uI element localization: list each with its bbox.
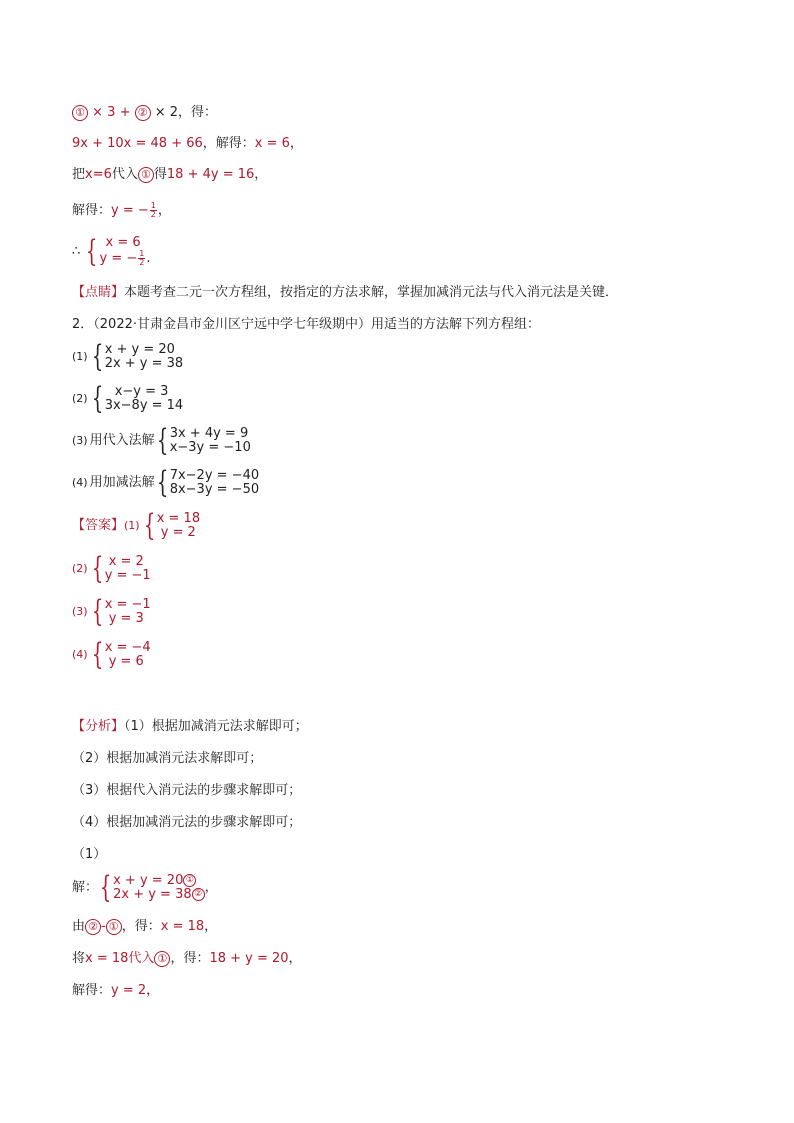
analysis-solve-prefix: 解： — [72, 880, 99, 895]
answer-label: (3) — [72, 605, 88, 618]
analysis-text: （4）根据加减消元法的步骤求解即可； — [72, 815, 302, 830]
answer-item-3 — [72, 594, 151, 629]
problem-text: 用适当的方法解下列方程组： — [371, 317, 541, 332]
analysis-sub-eq: 18 + y = 20 — [209, 951, 289, 966]
problem-source: （2022·甘肃金昌市金川区宁远中学七年级期中） — [93, 317, 371, 332]
equation-1: 3x + 4y = 9 — [169, 426, 249, 441]
analysis-text: （1） — [72, 847, 107, 862]
analysis-sub-end: ， — [288, 951, 302, 966]
circled-one: ① — [72, 105, 88, 121]
problem-item-label: (1) — [72, 350, 88, 363]
analysis-final-eq: y = 2 — [111, 983, 147, 998]
analysis-by — [72, 918, 217, 936]
analysis-sys-end: ， — [204, 880, 218, 895]
answer-y: y = 6 — [108, 654, 144, 669]
circled-two: ② — [85, 919, 101, 935]
analysis-final-end: ， — [146, 983, 160, 998]
answer-y: y = 2 — [160, 525, 196, 540]
answer-item-4 — [72, 637, 151, 672]
equation-1: x−y = 3 — [114, 384, 169, 399]
step-sub-end: ， — [254, 167, 268, 182]
solution-y: y = − — [99, 251, 138, 266]
analysis-by-prefix: 由 — [72, 919, 86, 934]
answer-system-1 — [72, 508, 201, 543]
circled-one: ① — [183, 874, 196, 887]
analysis-tag: 【分析】 — [72, 719, 125, 734]
left-brace-icon: { — [156, 465, 168, 500]
circled-two: ② — [192, 888, 205, 901]
analysis-eq-row-2 — [113, 888, 205, 902]
step-sub-x: x=6 — [85, 167, 112, 182]
analysis-by-end: ， — [204, 919, 218, 934]
step-therefore — [72, 233, 151, 269]
fraction-denominator: 2 — [139, 258, 145, 267]
answer-system-3 — [72, 594, 151, 629]
problem-system-3 — [72, 423, 251, 458]
analysis-eq1: x + y = 20 — [113, 873, 184, 888]
analysis-final-prefix: 解得： — [72, 983, 112, 998]
step-sub-equation: 18 + 4y = 16 — [166, 167, 255, 182]
left-brace-icon: { — [91, 637, 103, 672]
answer-label: (1) — [124, 519, 140, 532]
problem-system-1 — [72, 339, 184, 374]
step-substitute — [72, 166, 267, 184]
step-sum-tail: ，解得： — [202, 136, 255, 151]
answer-y: y = 3 — [108, 611, 144, 626]
answer-label: (2) — [72, 562, 88, 575]
step-solve-y-eq: y = − — [111, 203, 149, 218]
comment-line — [72, 284, 618, 302]
answer-x: x = 18 — [156, 511, 201, 526]
left-brace-icon: { — [91, 339, 103, 374]
left-brace-icon: { — [91, 381, 103, 416]
left-brace-icon: { — [86, 233, 98, 269]
fraction-half — [138, 250, 145, 267]
problem-system-2 — [72, 381, 184, 416]
analysis-system — [72, 870, 218, 905]
step-solve-prefix: 解得： — [72, 203, 112, 218]
circled-two: ② — [135, 105, 151, 121]
analysis-sub-get: ，得： — [170, 951, 210, 966]
analysis-line-5 — [72, 846, 106, 864]
solution-system — [84, 233, 151, 269]
problem-item-label: (3) — [72, 434, 88, 447]
analysis-eq2: 2x + y = 38 — [113, 887, 192, 902]
answer-item-2 — [72, 551, 151, 586]
analysis-sub-x: x = 18 — [85, 951, 129, 966]
circled-one: ① — [106, 919, 122, 935]
problem-item-label: (4) — [72, 476, 88, 489]
method-prefix: 用加减法解 — [89, 475, 155, 490]
analysis-line-3 — [72, 782, 301, 800]
answer-x: x = −1 — [104, 597, 151, 612]
answer-x: x = −4 — [104, 640, 151, 655]
therefore-symbol: ∴ — [72, 244, 81, 259]
analysis-by-result: x = 18 — [160, 919, 205, 934]
solution-x: x = 6 — [105, 235, 141, 250]
method-prefix: 用代入法解 — [89, 433, 155, 448]
step-sub-get: 得 — [153, 167, 167, 182]
equation-2: 2x + y = 38 — [104, 356, 184, 371]
problem-heading — [72, 316, 540, 334]
analysis-text: （3）根据代入消元法的步骤求解即可； — [72, 783, 302, 798]
left-brace-icon: { — [91, 551, 103, 586]
analysis-by-dash: - — [101, 919, 106, 934]
analysis-final — [72, 982, 159, 1000]
problem-number: 2． — [72, 317, 94, 332]
step-solve-y — [72, 202, 171, 220]
circled-one: ① — [138, 167, 154, 183]
equation-2: x−3y = −10 — [169, 440, 251, 455]
fraction-numerator: 1 — [139, 249, 145, 258]
equation-1: x + y = 20 — [104, 342, 175, 357]
step-sub-mid: 代入 — [111, 167, 138, 182]
analysis-sub — [72, 950, 302, 968]
answer-system-4 — [72, 637, 151, 672]
answer-tag: 【答案】 — [72, 518, 125, 533]
left-brace-icon: { — [91, 594, 103, 629]
equation-2: 8x−3y = −50 — [169, 482, 260, 497]
left-brace-icon: { — [143, 508, 155, 543]
step-combine-tail: × 2，得： — [154, 105, 218, 120]
step-sum-equation: 9x + 10x = 48 + 66 — [72, 136, 203, 151]
analysis-line-1 — [72, 718, 308, 736]
solution-end: . — [146, 251, 151, 266]
fraction-numerator: 1 — [150, 201, 156, 210]
answer-y: y = −1 — [104, 568, 151, 583]
solution-y-row — [100, 250, 151, 267]
comment-tag: 【点睛】 — [72, 285, 125, 300]
answer-item-1 — [72, 508, 201, 543]
analysis-line-2 — [72, 750, 262, 768]
left-brace-icon: { — [156, 423, 168, 458]
step-sum-result: x = 6 — [254, 136, 290, 151]
analysis-sub-prefix: 将 — [72, 951, 86, 966]
equation-2: 3x−8y = 14 — [104, 398, 184, 413]
problem-item-3 — [72, 423, 251, 458]
analysis-system-wrap — [72, 870, 218, 905]
problem-system-4 — [72, 465, 260, 500]
step-combine-mult: × 3 + — [92, 105, 135, 120]
analysis-eq-row-1 — [113, 874, 205, 888]
answer-label: (4) — [72, 648, 88, 661]
analysis-sub-mid: 代入 — [128, 951, 155, 966]
step-solve-end: ， — [157, 203, 171, 218]
fraction-denominator: 2 — [150, 210, 156, 219]
fraction-half — [150, 202, 157, 219]
problem-item-label: (2) — [72, 392, 88, 405]
analysis-text: （2）根据加减消元法求解即可； — [72, 751, 263, 766]
step-sum-end: ， — [289, 136, 303, 151]
step-sub-prefix: 把 — [72, 167, 86, 182]
answer-x: x = 2 — [108, 554, 144, 569]
problem-item-4 — [72, 465, 260, 500]
analysis-text: （1）根据加减消元法求解即可； — [124, 719, 308, 734]
answer-system-2 — [72, 551, 151, 586]
problem-item-1 — [72, 339, 184, 374]
analysis-line-4 — [72, 814, 301, 832]
analysis-by-get: ，得： — [121, 919, 161, 934]
step-combine — [72, 104, 217, 122]
circled-one: ① — [154, 951, 170, 967]
left-brace-icon: { — [99, 870, 112, 905]
problem-item-2 — [72, 381, 184, 416]
step-sum — [72, 135, 303, 153]
comment-text: 本题考查二元一次方程组，按指定的方法求解，掌握加减消元法与代入消元法是关键． — [124, 285, 619, 300]
equation-1: 7x−2y = −40 — [169, 468, 260, 483]
